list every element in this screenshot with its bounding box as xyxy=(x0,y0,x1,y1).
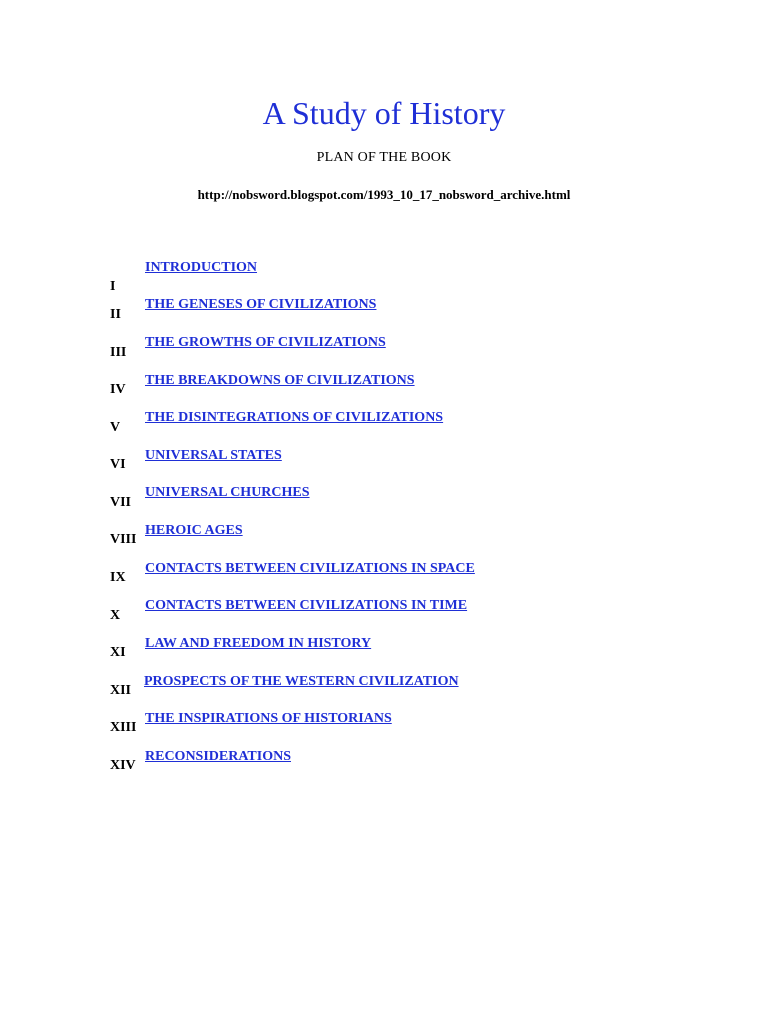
chapter-link-breakdowns[interactable]: THE BREAKDOWNS OF CIVILIZATIONS xyxy=(145,373,415,388)
chapter-link-heroic-ages[interactable]: HEROIC AGES xyxy=(145,523,243,538)
page-title: A Study of History xyxy=(262,95,506,131)
chapter-numeral: VII xyxy=(110,495,132,510)
chapter-numeral: X xyxy=(110,608,121,623)
chapter-link-prospects[interactable]: PROSPECTS OF THE WESTERN CIVILIZATION xyxy=(144,674,459,689)
chapter-link-universal-states[interactable]: UNIVERSAL STATES xyxy=(145,448,282,463)
subtitle: PLAN OF THE BOOK xyxy=(316,150,452,165)
chapter-numeral: XII xyxy=(110,683,132,698)
chapter-link-contacts-time[interactable]: CONTACTS BETWEEN CIVILIZATIONS IN TIME xyxy=(145,598,468,613)
chapter-numeral: VI xyxy=(110,457,126,472)
chapter-link-universal-churches[interactable]: UNIVERSAL CHURCHES xyxy=(145,485,310,500)
chapter-link-introduction[interactable]: INTRODUCTION xyxy=(145,260,258,275)
chapter-link-inspirations[interactable]: THE INSPIRATIONS OF HISTORIANS xyxy=(145,711,392,726)
chapter-numeral: III xyxy=(110,345,127,360)
chapter-link-law-freedom[interactable]: LAW AND FREEDOM IN HISTORY xyxy=(145,636,372,651)
chapter-numeral: V xyxy=(110,420,121,435)
chapter-link-contacts-space[interactable]: CONTACTS BETWEEN CIVILIZATIONS IN SPACE xyxy=(145,561,475,576)
chapter-link-reconsiderations[interactable]: RECONSIDERATIONS xyxy=(145,749,291,764)
chapter-link-disintegrations[interactable]: THE DISINTEGRATIONS OF CIVILIZATIONS xyxy=(145,410,444,425)
chapter-numeral: XIII xyxy=(110,720,137,735)
chapter-numeral: VIII xyxy=(110,532,137,547)
chapter-numeral: II xyxy=(110,307,121,322)
chapter-numeral: I xyxy=(110,279,116,294)
chapter-numeral: IX xyxy=(110,570,126,585)
chapter-numeral: IV xyxy=(110,382,126,397)
source-url: http://nobsword.blogspot.com/1993_10_17_nobsword_archive.html xyxy=(197,187,571,202)
chapter-numeral: XIV xyxy=(110,758,136,773)
chapter-link-growths[interactable]: THE GROWTHS OF CIVILIZATIONS xyxy=(145,335,386,350)
chapter-link-geneses[interactable]: THE GENESES OF CIVILIZATIONS xyxy=(145,297,377,312)
chapter-numeral: XI xyxy=(110,645,126,660)
